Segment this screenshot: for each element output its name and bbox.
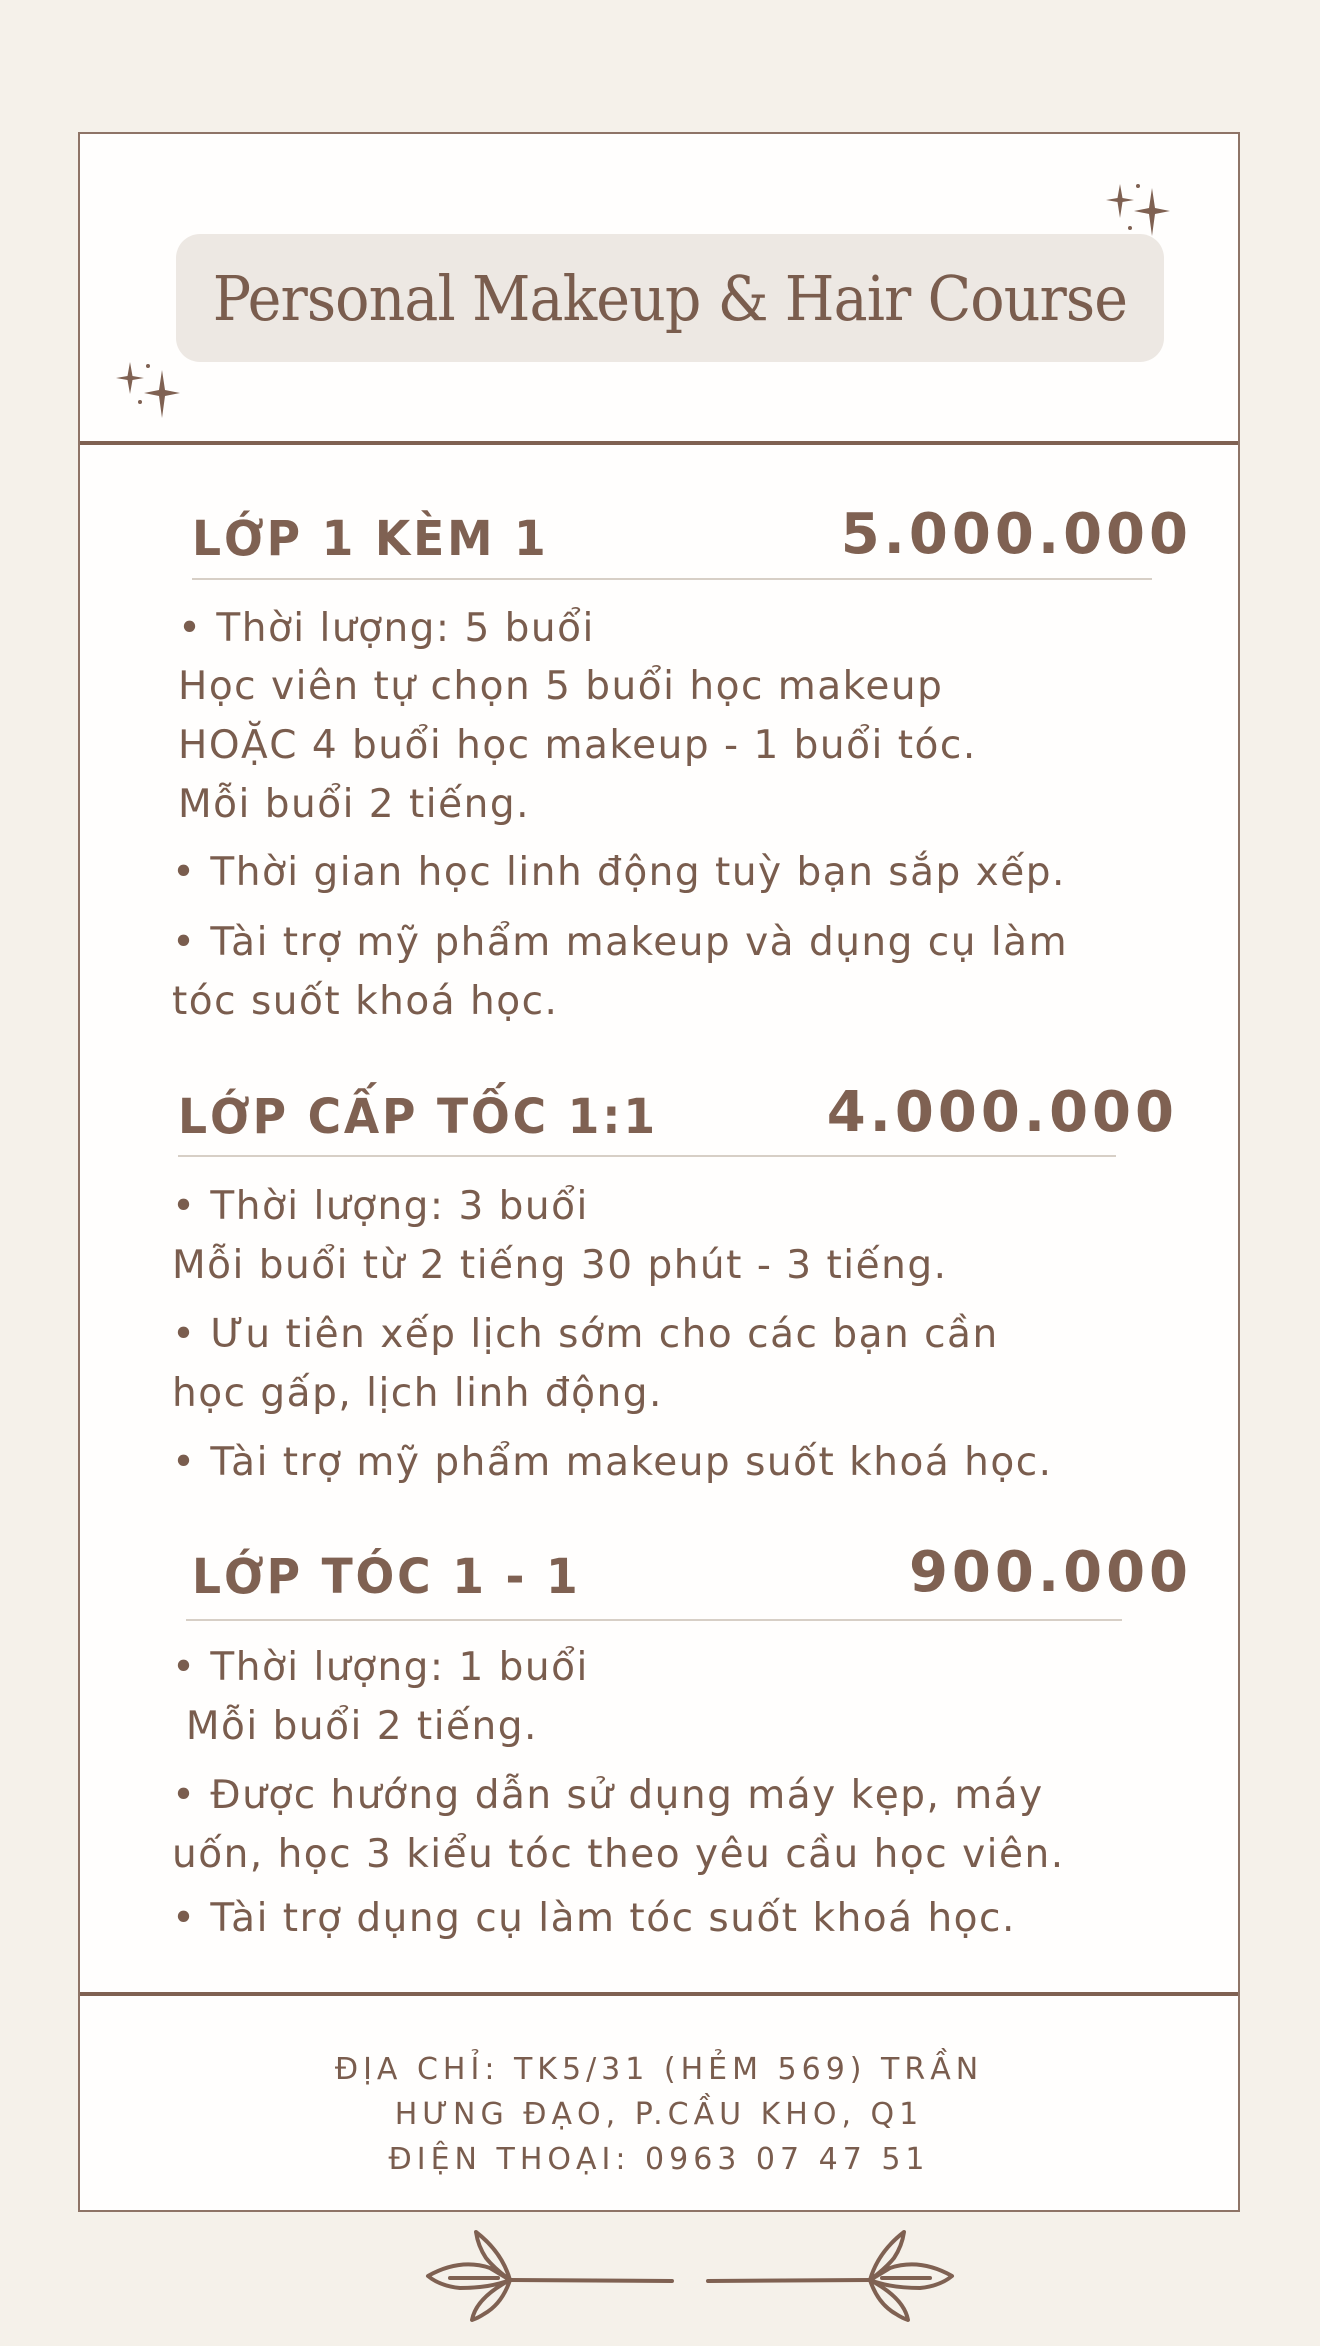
section-price: 5.000.000: [840, 502, 1192, 567]
section-name: LỚP CẤP TỐC 1:1: [178, 1089, 658, 1145]
list-item: • Thời lượng: 5 buổi: [178, 606, 595, 651]
page-title: Personal Makeup & Hair Course: [212, 261, 1128, 335]
section-name: LỚP 1 KÈM 1: [192, 511, 549, 567]
list-item: Mỗi buổi 2 tiếng.: [178, 782, 531, 827]
list-item: • Tài trợ dụng cụ làm tóc suốt khoá học.: [172, 1896, 1016, 1941]
list-item: • Thời lượng: 1 buổi: [172, 1645, 589, 1690]
list-item: uốn, học 3 kiểu tóc theo yêu cầu học viên.: [172, 1832, 1065, 1877]
list-item: • Thời gian học linh động tuỳ bạn sắp xếp.: [172, 850, 1066, 895]
list-item: • Thời lượng: 3 buổi: [172, 1184, 589, 1229]
section-price: 900.000: [908, 1540, 1192, 1605]
list-item: • Được hướng dẫn sử dụng máy kẹp, máy: [172, 1773, 1044, 1818]
list-item: Mỗi buổi 2 tiếng.: [172, 1704, 538, 1749]
section-3-header: [192, 1540, 1192, 1605]
card-header: [80, 134, 1238, 445]
section-2-header: [178, 1080, 1178, 1145]
sparkle-icon: [116, 356, 196, 426]
title-pill: [176, 234, 1164, 362]
address-line-1: ĐỊA CHỈ: TK5/31 (HẺM 569) TRẦN: [334, 2052, 984, 2087]
contact-footer: [80, 1992, 1238, 2212]
list-item: • Ưu tiên xếp lịch sớm cho các bạn cần: [172, 1312, 999, 1357]
price-card: [78, 132, 1240, 2212]
leaf-branch-divider-icon: [420, 2228, 960, 2328]
section-price: 4.000.000: [826, 1080, 1178, 1145]
section-divider: [186, 1619, 1122, 1621]
section-name: LỚP TÓC 1 - 1: [192, 1549, 581, 1605]
list-item: HOẶC 4 buổi học makeup - 1 buổi tóc.: [178, 723, 977, 768]
list-item: học gấp, lịch linh động.: [172, 1371, 663, 1416]
phone-line: ĐIỆN THOẠI: 0963 07 47 51: [388, 2142, 930, 2177]
list-item: • Tài trợ mỹ phẩm makeup suốt khoá học.: [172, 1440, 1053, 1485]
section-1-header: [192, 502, 1192, 567]
section-divider: [192, 578, 1152, 580]
list-item: tóc suốt khoá học.: [172, 979, 559, 1024]
section-divider: [178, 1155, 1116, 1157]
list-item: Học viên tự chọn 5 buổi học makeup: [178, 664, 944, 709]
list-item: Mỗi buổi từ 2 tiếng 30 phút - 3 tiếng.: [172, 1243, 948, 1288]
list-item: • Tài trợ mỹ phẩm makeup và dụng cụ làm: [172, 920, 1069, 965]
address-line-2: HƯNG ĐẠO, P.CẦU KHO, Q1: [394, 2097, 924, 2132]
